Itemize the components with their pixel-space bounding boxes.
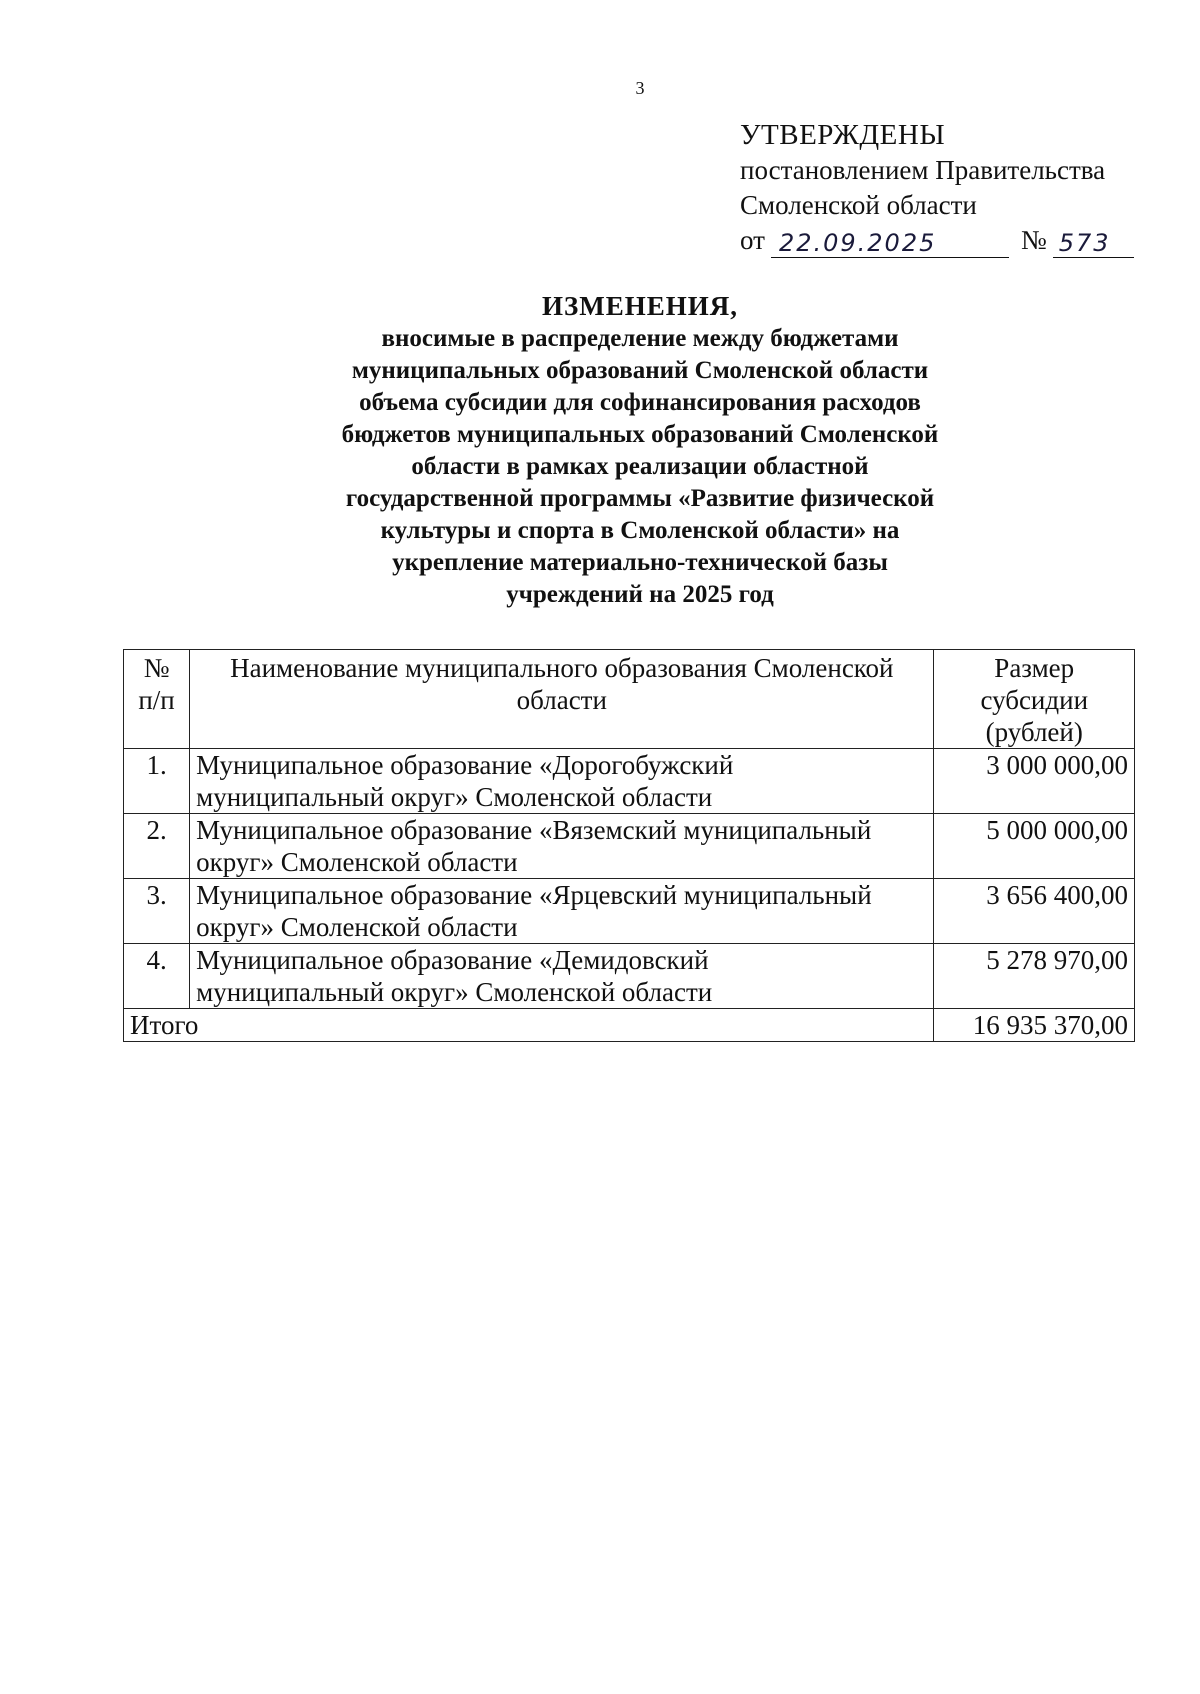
row-name-line: муниципальный округ» Смоленской области [196, 782, 713, 812]
header-name-line: Наименование муниципального образования Смоленской [230, 653, 894, 683]
row-num: 3. [124, 879, 190, 944]
header-amount-line: Размер [994, 653, 1075, 683]
table-row [124, 879, 1135, 944]
row-amount: 5 278 970,00 [934, 944, 1135, 1009]
heading-line: вносимые в распределение между бюджетами [381, 325, 899, 352]
table-header-row [124, 650, 1135, 749]
table-row [124, 814, 1135, 879]
handwritten-number: 573 [1053, 229, 1134, 258]
row-name-line: муниципальный округ» Смоленской области [196, 977, 713, 1007]
row-num: 2. [124, 814, 190, 879]
approval-date-line [740, 223, 1160, 258]
header-name-line: области [516, 685, 607, 715]
date-prefix: от [740, 225, 765, 255]
row-name-line: Муниципальное образование «Ярцевский муниципальный [196, 880, 872, 910]
heading-line: области в рамках реализации областной [411, 453, 869, 480]
row-amount: 3 656 400,00 [934, 879, 1135, 944]
row-name-line: Муниципальное образование «Демидовский [196, 945, 709, 975]
heading-line: государственной программы «Развитие физической [345, 485, 935, 512]
approval-title: УТВЕРЖДЕНЫ [740, 119, 946, 151]
table-row [124, 749, 1135, 814]
row-name-line: Муниципальное образование «Дорогобужский [196, 750, 734, 780]
row-amount: 3 000 000,00 [934, 749, 1135, 814]
row-num: 1. [124, 749, 190, 814]
header-num-line: п/п [138, 685, 175, 715]
heading-line: бюджетов муниципальных образований Смоленской [341, 421, 939, 448]
heading-line: культуры и спорта в Смоленской области» на [380, 517, 900, 544]
heading-line: укрепление материально-технической базы [392, 549, 888, 576]
header-name [190, 650, 934, 749]
header-num-line: № [143, 653, 170, 683]
row-name-line: округ» Смоленской области [196, 847, 518, 877]
row-name-line: округ» Смоленской области [196, 912, 518, 942]
subsidy-table [123, 649, 1135, 1042]
number-sign: № [1020, 225, 1047, 255]
row-name [190, 749, 934, 814]
header-amount [934, 650, 1135, 749]
heading-title: ИЗМЕНЕНИЯ, [541, 291, 738, 321]
approval-block [740, 118, 1160, 258]
row-num: 4. [124, 944, 190, 1009]
row-name-line: Муниципальное образование «Вяземский муниципальный [196, 815, 872, 845]
row-name [190, 879, 934, 944]
total-amount: 16 935 370,00 [934, 1009, 1135, 1042]
row-name [190, 944, 934, 1009]
table-row [124, 944, 1135, 1009]
total-label: Итого [124, 1009, 934, 1042]
row-name [190, 814, 934, 879]
heading-line: объема субсидии для софинансирования расходов [359, 389, 921, 416]
page-number: 3 [635, 78, 645, 98]
document-heading [160, 290, 1120, 611]
header-amount-line: (рублей) [985, 717, 1083, 747]
heading-line: учреждений на 2025 год [506, 581, 774, 608]
approval-line-2: Смоленской области [740, 190, 977, 220]
header-num [124, 650, 190, 749]
handwritten-date: 22.09.2025 [771, 229, 1009, 258]
heading-line: муниципальных образований Смоленской области [351, 357, 929, 384]
approval-line-1: постановлением Правительства [740, 155, 1106, 185]
table-total-row [124, 1009, 1135, 1042]
row-amount: 5 000 000,00 [934, 814, 1135, 879]
header-amount-line: субсидии [980, 685, 1089, 715]
